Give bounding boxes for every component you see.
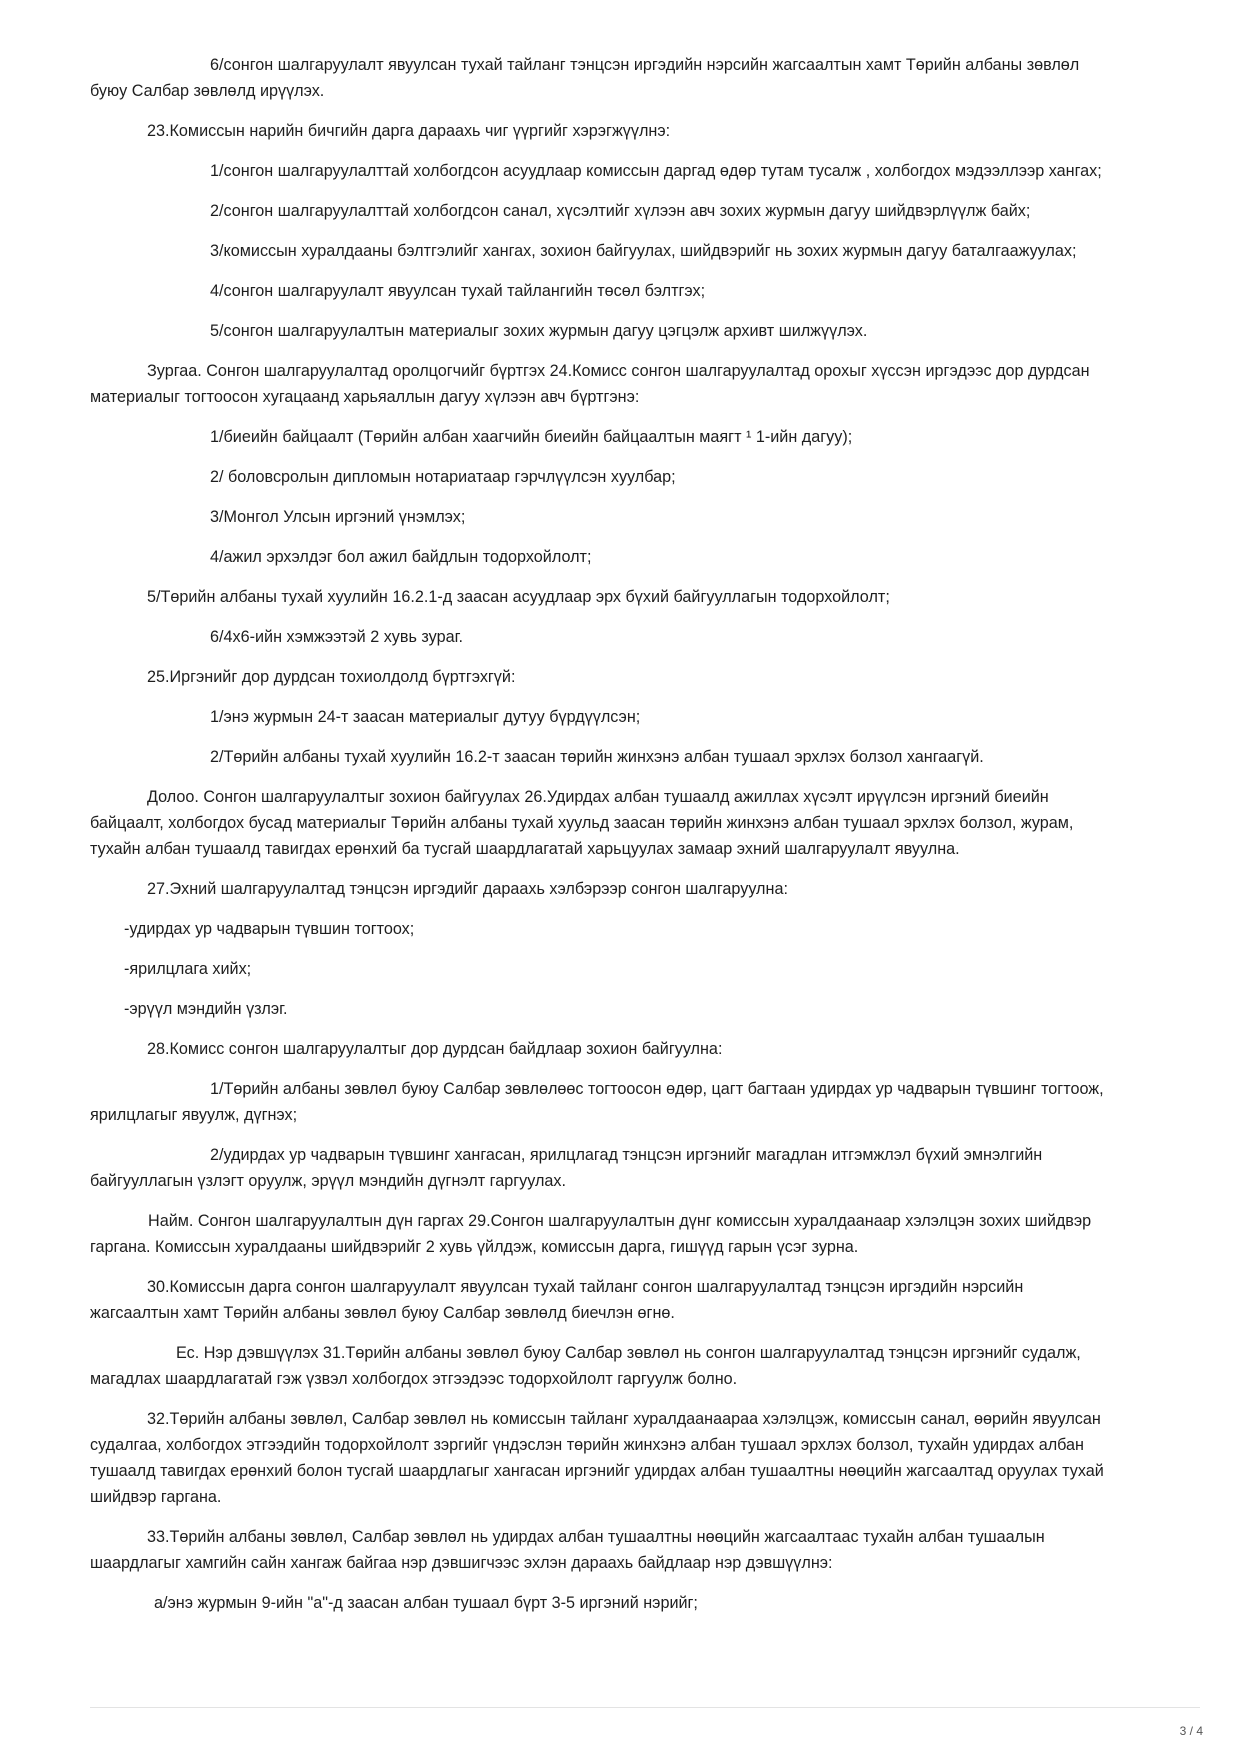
paragraph-27-item-3: -эрүүл мэндийн үзлэг. [124,1000,288,1018]
paragraph-23-5: 5/сонгон шалгаруулалтын материалыг зохих журмын дагуу цэгцэлж архивт шилжүүлэх. [210,322,868,340]
paragraph-24-6: 6/4х6-ийн хэмжээтэй 2 хувь зураг. [210,628,463,646]
paragraph-30: 30.Комиссын дарга сонгон шалгаруулалт явуулсан тухай тайланг сонгон шалгаруулалтад тэнцсэн иргэдийн нэрсийн жагсаалтын хамт Төрийн албаны зөвлөл буюу Салбар зөвлөлд биечлэн өгнө. [90,1278,1024,1322]
section-eight-paragraph-29: Найм. Сонгон шалгаруулалтын дүн гаргах 29.Сонгон шалгаруулалтын дүнг комиссын хуралдаанаар хэлэлцэн зохих шийдвэр гаргана. Комиссын хуралдааны шийдвэрийг 2 хувь үйлдэж, комиссын дарга, гишүүд гарын үсэг зурна. [90,1212,1092,1256]
document-body [90,52,1115,1630]
paragraph-27-item-2: -ярилцлага хийх; [124,960,252,978]
section-six-paragraph-24: Зургаа. Сонгон шалгаруулалтад оролцогчийг бүртгэх 24.Комисс сонгон шалгаруулалтад орохыг хүссэн иргэдээс дор дурдсан материалыг тогтоосон хугацаанд харьяаллын дагуу хүлээн авч бүртгэнэ: [90,362,1090,406]
paragraph-25: 25.Иргэнийг дор дурдсан тохиолдолд бүртгэхгүй: [147,668,516,686]
paragraph-27: 27.Эхний шалгаруулалтад тэнцсэн иргэдийг дараахь хэлбэрээр сонгон шалгаруулна: [147,880,788,898]
paragraph-28: 28.Комисс сонгон шалгаруулалтыг дор дурдсан байдлаар зохион байгуулна: [147,1040,723,1058]
paragraph-23-4: 4/сонгон шалгаруулалт явуулсан тухай тайлангийн төсөл бэлтгэх; [210,282,706,300]
paragraph-25-2: 2/Төрийн албаны тухай хуулийн 16.2-т заасан төрийн жинхэнэ албан тушаал эрхлэх болзол хангаагүй. [210,748,984,766]
paragraph-28-2: 2/удирдах ур чадварын түвшинг хангасан, ярилцлагад тэнцсэн иргэнийг магадлан итгэмжлэл бүхий эмнэлгийн байгууллагын үзлэгт оруулж, эрүүл мэндийн дүгнэлт гаргуулах. [90,1146,1043,1190]
paragraph-33-a: а/энэ журмын 9-ийн "а"-д заасан албан тушаал бүрт 3-5 иргэний нэрийг; [154,1594,698,1612]
paragraph-23: 23.Комиссын нарийн бичгийн дарга дараахь чиг үүргийг хэрэгжүүлнэ: [147,122,671,140]
paragraph-33: 33.Төрийн албаны зөвлөл, Салбар зөвлөл нь удирдах албан тушаалтны нөөцийн жагсаалтаас тухайн албан тушаалын шаардлагыг хамгийн сайн хангаж байгаа нэр дэвшигчээс эхлэн дараахь байдлаар нэр дэвшүүлнэ: [90,1528,1045,1572]
paragraph-24-3: 3/Монгол Улсын иргэний үнэмлэх; [210,508,466,526]
paragraph-23-3: 3/комиссын хуралдааны бэлтгэлийг хангах, зохион байгуулах, шийдвэрийг нь зохих журмын дагуу баталгаажуулах; [210,242,1077,260]
section-nine-paragraph-31: Ес. Нэр дэвшүүлэх 31.Төрийн албаны зөвлөл буюу Салбар зөвлөл нь сонгон шалгаруулалтад тэнцсэн иргэнийг судалж, магадлах шаардлагатай гэж үзвэл холбогдох этгээдээс тодорхойлолт гаргуулж болно. [90,1344,1081,1388]
paragraph-23-1: 1/сонгон шалгаруулалттай холбогдсон асуудлаар комиссын даргад өдөр тутам тусалж , холбогдох мэдээллээр хангах; [210,162,1102,180]
footer-divider [90,1707,1200,1708]
paragraph-23-2: 2/сонгон шалгаруулалттай холбогдсон санал, хүсэлтийг хүлээн авч зохих журмын дагуу шийдвэрлүүлж байх; [210,202,1031,220]
paragraph-27-item-1: -удирдах ур чадварын түвшин тогтоох; [124,920,415,938]
page-number: 3 / 4 [1179,1724,1203,1738]
paragraph-28-1: 1/Төрийн албаны зөвлөл буюу Салбар зөвлөлөөс тогтоосон өдөр, цагт багтаан удирдах ур чадварын түвшинг тогтоож, ярилцлагыг явуулж, дүгнэх; [90,1080,1104,1124]
paragraph-25-1: 1/энэ журмын 24-т заасан материалыг дутуу бүрдүүлсэн; [210,708,641,726]
paragraph-32: 32.Төрийн албаны зөвлөл, Салбар зөвлөл нь комиссын тайланг хуралдаанаараа хэлэлцэж, комиссын санал, өөрийн явуулсан судалгаа, холбогдох этгээдийн тодорхойлолт зэргийг үндэслэн төрийн жинхэнэ албан тушаал эрхлэх болзол, тухайн удирдах албан тушаалд тавигдах ерөнхий болон тусгай шаардлагыг хангасан иргэнийг удирдах албан тушаалтны нөөцийн жагсаалтад оруулах тухай шийдвэр гаргана. [90,1410,1104,1506]
paragraph-22-6: 6/сонгон шалгаруулалт явуулсан тухай тайланг тэнцсэн иргэдийн нэрсийн жагсаалтын хамт Төрийн албаны зөвлөл буюу Салбар зөвлөлд ирүүлэх. [90,56,1080,100]
paragraph-24-5: 5/Төрийн албаны тухай хуулийн 16.2.1-д заасан асуудлаар эрх бүхий байгууллагын тодорхойлолт; [147,588,890,606]
paragraph-24-1: 1/биеийн байцаалт (Төрийн албан хаагчийн биеийн байцаалтын маягт ¹ 1-ийн дагуу); [210,428,853,446]
paragraph-24-2: 2/ боловсролын дипломын нотариатаар гэрчлүүлсэн хуулбар; [210,468,676,486]
paragraph-24-4: 4/ажил эрхэлдэг бол ажил байдлын тодорхойлолт; [210,548,592,566]
section-seven-paragraph-26: Долоо. Сонгон шалгаруулалтыг зохион байгуулах 26.Удирдах албан тушаалд ажиллах хүсэлт ирүүлсэн иргэний биеийн байцаалт, холбогдох бусад материалыг Төрийн албаны тухай хуульд заасан төрийн жинхэнэ албан тушаал эрхлэх болзол, журам, тухайн албан тушаалд тавигдах ерөнхий ба тусгай шаардлагатай харьцуулах замаар эхний шалгаруулалт явуулна. [90,788,1074,858]
